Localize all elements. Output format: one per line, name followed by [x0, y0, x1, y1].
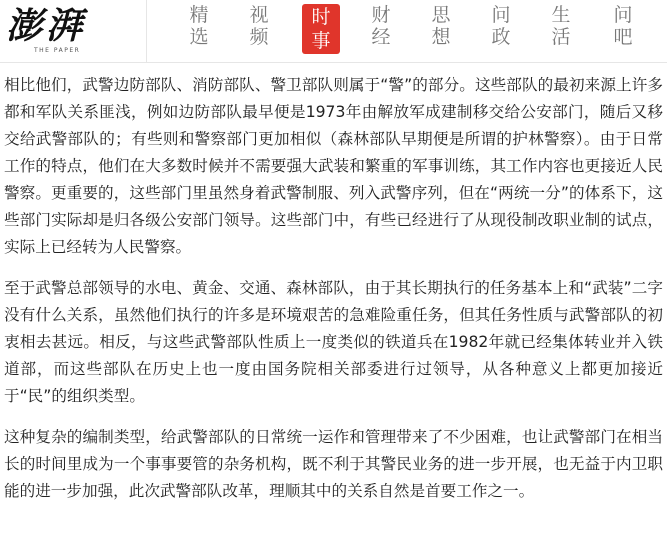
nav-item-finance[interactable]: [362, 4, 400, 54]
nav-label-top: 视: [249, 4, 269, 26]
site-logo[interactable]: [6, 6, 138, 56]
nav-label-top: 问: [613, 4, 633, 26]
nav-label-top: 时: [311, 6, 331, 28]
nav-item-politics[interactable]: [482, 4, 520, 54]
nav-item-video[interactable]: [240, 4, 278, 54]
header-divider: [146, 0, 147, 62]
nav-item-featured[interactable]: [180, 4, 218, 54]
article-body: [0, 72, 667, 519]
nav-label-top: 思: [431, 4, 451, 26]
logo-subtext: THE PAPER: [34, 47, 81, 54]
nav-label-bottom: 吧: [613, 26, 633, 48]
nav-label-bottom: 频: [249, 26, 269, 48]
nav-label-bottom: 想: [431, 26, 451, 48]
nav-label-bottom: 选: [189, 26, 209, 48]
nav-label-bottom: 经: [371, 26, 391, 48]
article-paragraph: 这种复杂的编制类型，给武警部队的日常统一运作和管理带来了不少困难，也让武警部门在相当长的时间里成为一个事事要管的杂务机构，既不利于其警民业务的进一步开展，也无益于内卫职能的进一步加强，此次武警部队改革，理顺其中的关系自然是首要工作之一。: [4, 428, 663, 500]
nav-item-life[interactable]: [542, 4, 580, 54]
nav-item-thought[interactable]: [422, 4, 460, 54]
nav-item-ask[interactable]: [604, 4, 642, 54]
channel-nav: [180, 4, 667, 54]
nav-label-top: 精: [189, 4, 209, 26]
logo-text: 澎湃: [6, 5, 87, 47]
article-paragraph: 至于武警总部领导的水电、黄金、交通、森林部队，由于其长期执行的任务基本上和“武装”二字没有什么关系，虽然他们执行的许多是环境艰苦的急难险重任务，但其任务性质与武警部队的初衷相去甚远。相反，与这些武警部队性质上一度类似的铁道兵在1982年就已经集体转业并入铁道部，而这些部队在历史上也一度由国务院相关部委进行过领导，从各种意义上都更加接近于“民”的组织类型。: [4, 279, 663, 405]
top-header: [0, 0, 667, 63]
nav-label-bottom: 政: [491, 26, 511, 48]
nav-label-top: 问: [491, 4, 511, 26]
nav-item-current-affairs[interactable]: [302, 4, 340, 54]
nav-label-bottom: 事: [311, 30, 331, 52]
nav-label-bottom: 活: [551, 26, 571, 48]
nav-label-top: 生: [551, 4, 571, 26]
article-paragraph: 相比他们，武警边防部队、消防部队、警卫部队则属于“警”的部分。这些部队的最初来源上许多都和军队关系匪浅，例如边防部队最早便是1973年由解放军成建制移交给公安部门，随后又移交给武警部队的；有些则和警察部门更加相似（森林部队早期便是所谓的护林警察）。由于日常工作的特点，他们在大多数时候并不需要强大武装和繁重的军事训练，其工作内容也更接近人民警察。更重要的，这些部门里虽然身着武警制服、列入武警序列，但在“两统一分”的体系下，这些部门实际却是归各级公安部门领导。这些部门中，有些已经进行了从现役制改职业制的试点，实际上已经转为人民警察。: [4, 76, 663, 256]
nav-label-top: 财: [371, 4, 391, 26]
